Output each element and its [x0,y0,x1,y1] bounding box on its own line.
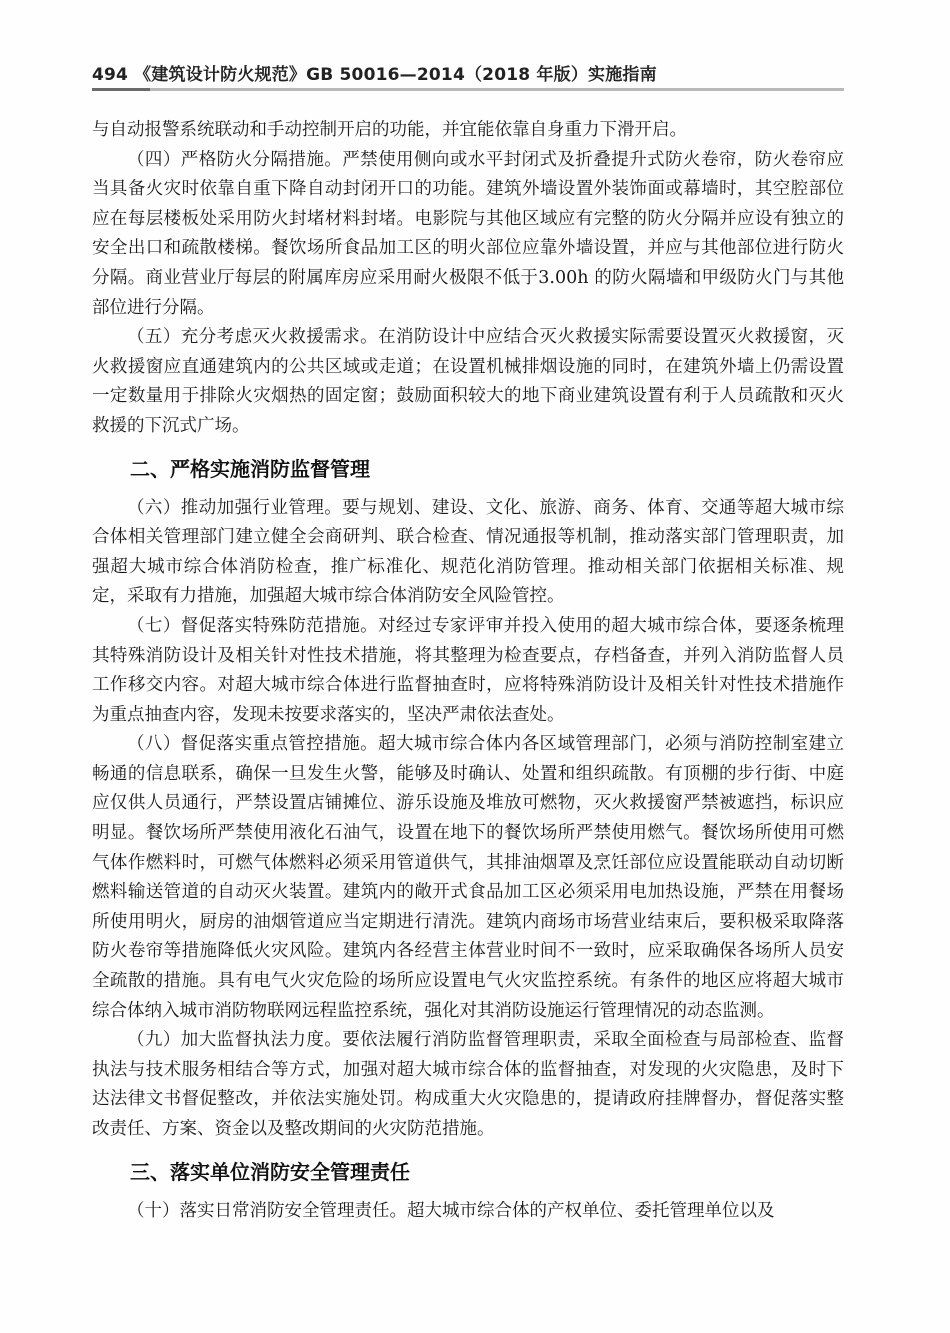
paragraph-item-9: （九）加大监督执法力度。要依法履行消防监督管理职责，采取全面检查与局部检查、监督执法与技术服务相结合等方式，加强对超大城市综合体的监督抽查，对发现的火灾隐患，及时下达法律文书督促整改，并依法实施处罚。构成重大火灾隐患的，提请政府挂牌督办，督促落实整改责任、方案、资金以及整改期间的火灾防范措施。 [92,1030,844,1139]
running-header [92,60,657,85]
page-number: 494 [92,65,129,85]
paragraph-item-7: （七）督促落实特殊防范措施。对经过专家评审并投入使用的超大城市综合体，要逐条梳理其特殊消防设计及相关针对性技术措施，将其整理为检查要点，存档备查，并列入消防监督人员工作移交内容。对超大城市综合体进行监督抽查时，应将特殊消防设计及相关针对性技术措施作为重点抽查内容，发现未按要求落实的，坚决严肃依法查处。 [92,615,844,725]
paragraph-item-10: （十）落实日常消防安全管理责任。超大城市综合体的产权单位、委托管理单位以及 [127,1200,775,1221]
paragraph-item-4: （四）严格防火分隔措施。严禁使用侧向或水平封闭式及折叠提升式防火卷帘，防火卷帘应当具备火灾时依靠自重下降自动封闭开口的功能。建筑外墙设置外装饰面或幕墙时，其空腔部位应在每层楼板处采用防火封堵材料封堵。电影院与其他区域应有完整的防火分隔并应设有独立的安全出口和疏散楼梯。餐饮场所食品加工区的明火部位应靠外墙设置，并应与其他部位进行防火分隔。商业营业厅每层的附属库房应采用耐火极限不低于3.00h 的防火隔墙和甲级防火门与其他部位进行分隔。 [92,149,844,318]
body-text [92,116,844,1226]
paragraph-item-5: （五）充分考虑灭火救援需求。在消防设计中应结合灭火救援实际需要设置灭火救援窗，灭火救援窗应直通建筑内的公共区域或走道；在设置机械排烟设施的同时，在建筑外墙上仍需设置一定数量用于排除火灾烟热的固定窗；鼓励面积较大的地下商业建筑设置有利于人员疏散和灭火救援的下沉式广场。 [92,327,844,436]
header-rule-accent [92,88,150,91]
paragraph-item-8: （八）督促落实重点管控措施。超大城市综合体内各区域管理部门，必须与消防控制室建立畅通的信息联系，确保一旦发生火警，能够及时确认、处置和组织疏散。有顶棚的步行街、中庭应仅供人员通行，严禁设置店铺摊位、游乐设施及堆放可燃物，灭火救援窗严禁被遮挡，标识应明显。餐饮场所严禁使用液化石油气，设置在地下的餐饮场所严禁使用燃气。餐饮场所使用可燃气体作燃料时，可燃气体燃料必须采用管道供气，其排油烟罩及烹饪部位应设置能联动自动切断燃料输送管道的自动灭火装置。建筑内的敞开式食品加工区必须采用电加热设施，严禁在用餐场所使用明火，厨房的油烟管道应当定期进行清洗。建筑内商场市场营业结束后，要积极采取降落防火卷帘等措施降低火灾风险。建筑内各经营主体营业时间不一致时，应采取确保各场所人员安全疏散的措施。具有电气火灾危险的场所应设置电气火灾监控系统。有条件的地区应将超大城市综合体纳入城市消防物联网远程监控系统，强化对其消防设施运行管理情况的动态监测。 [92,734,844,1021]
paragraph-item-6: （六）推动加强行业管理。要与规划、建设、文化、旅游、商务、体育、交通等超大城市综合体相关管理部门建立健全会商研判、联合检查、情况通报等机制，推动落实部门管理职责，加强超大城市综合体消防检查，推广标准化、规范化消防管理。推动相关部门依据相关标准、规定，采取有力措施，加强超大城市综合体消防安全风险管控。 [92,497,844,607]
book-title: 《建筑设计防火规范》GB 50016—2014（2018 年版）实施指南 [134,65,657,85]
section-heading-2: 二、严格实施消防监督管理 [130,456,370,481]
paragraph-continuation: 与自动报警系统联动和手动控制开启的功能，并宜能依靠自身重力下滑开启。 [92,120,687,140]
section-heading-3: 三、落实单位消防安全管理责任 [130,1159,410,1184]
header-rule [92,88,844,91]
